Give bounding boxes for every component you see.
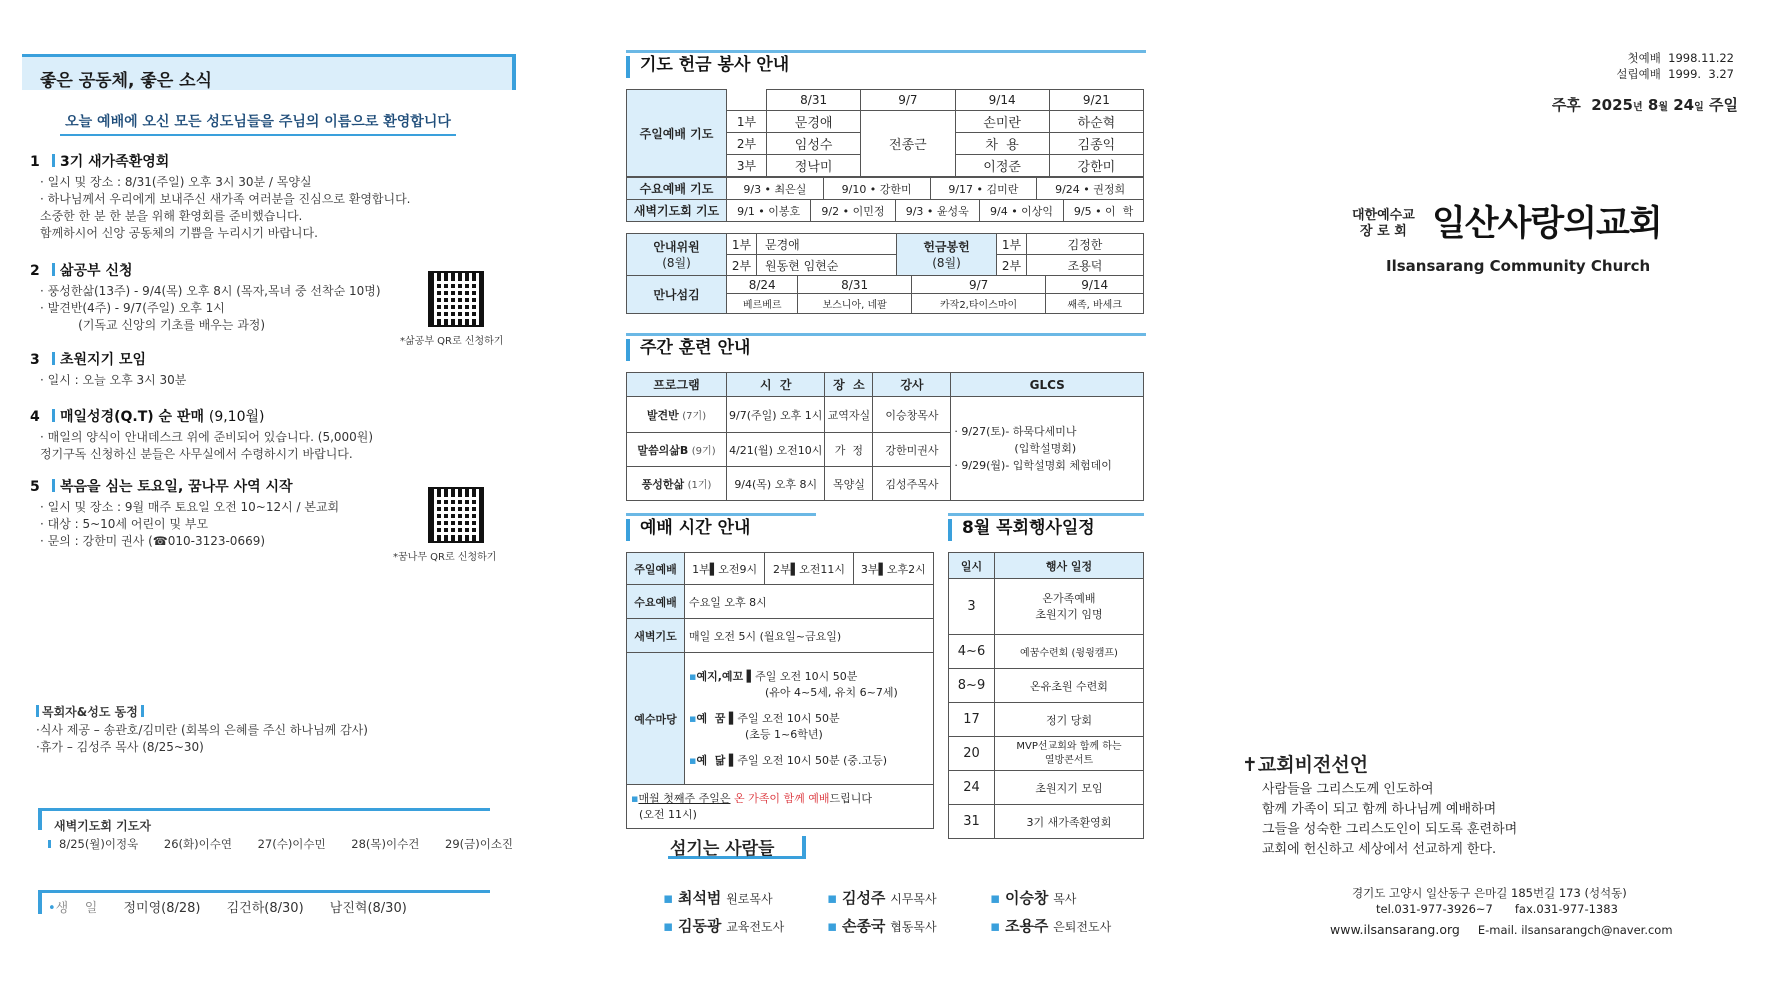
item-line: · 일시 및 장소 : 8/31(주일) 오후 3시 30분 / 목양실 <box>40 175 312 189</box>
dawn-cell: 9/5 • 이 학 <box>1064 200 1144 222</box>
training-time: 9/4(목) 오후 8시 <box>727 467 825 501</box>
birthday-list: •생 일 정미영(8/28) 김건하(8/30) 남진혁(8/30) <box>48 901 407 916</box>
name-cell: 김종익 <box>1049 133 1143 155</box>
program-name: 발견반 <box>646 408 679 422</box>
servant-name: 이승창 <box>1004 889 1049 907</box>
meal-date: 9/7 <box>911 276 1045 294</box>
jesus-name: 예 꿈 <box>696 711 726 725</box>
event-cell <box>995 737 1144 771</box>
training-program <box>627 397 727 433</box>
training-header: 장 소 <box>825 373 873 397</box>
item-bar <box>52 409 55 422</box>
jesus-sub: (유아 4~5세, 유치 6~7세) <box>765 685 898 699</box>
training-table <box>626 372 1144 501</box>
worship-time: 매일 오전 5시 (월요일~금요일) <box>685 619 934 653</box>
servants-title: 섬기는 사람들 <box>670 839 775 859</box>
part-cell: 1부 <box>727 234 757 255</box>
vision-line: 사람들을 그리스도께 인도하여 <box>1262 782 1434 797</box>
events-table <box>948 552 1144 839</box>
program-name: 풍성한삶 <box>641 477 685 491</box>
name-cell: 전종근 <box>861 111 955 177</box>
usher-name: 원동현 임현순 <box>757 255 897 276</box>
item-title: 초원지기 모임 <box>60 352 147 368</box>
name-cell: 이정준 <box>955 155 1049 177</box>
event-name: 초원지기 임명 <box>1035 607 1103 621</box>
wed-prayer-cell: 9/3 • 최은실 <box>727 178 824 200</box>
usher-label-text: 안내위원 <box>653 239 700 254</box>
tel: tel.031-977-3926~7 <box>1376 902 1493 916</box>
servant-name: 김성주 <box>841 889 886 907</box>
item-number: 5 <box>30 479 40 495</box>
servant-entry: ▪ 김동광 교육전도사 <box>663 917 785 935</box>
training-place: 가 정 <box>825 433 873 467</box>
jesus-madang-cell: ▪예지,예꼬 ▌주일 오전 10시 50분 (유아 4~5세, 유치 6~7세) ▪예 꿈 ▌주일 오전 10시 50분 (초등 1~6학년) ▪예 닮 ▌주일 오전 10시 50분 (중.고등) <box>685 653 934 785</box>
date-suffix: 주일 <box>1703 96 1738 114</box>
events-header: 행사 일정 <box>995 553 1144 579</box>
worship-label: 예수마당 <box>627 653 685 785</box>
training-time: 9/7(주일) 오후 1시 <box>727 397 825 433</box>
item-line: · 풍성한삶(13주) - 9/4(목) 오후 8시 (목자,목녀 중 선착순 10명) <box>40 284 381 298</box>
event-name: 예꿈수련회 (윙윙캠프) <box>995 635 1144 669</box>
part-cell: 1부 <box>997 234 1027 255</box>
training-header: 프로그램 <box>627 373 727 397</box>
program-sub: (7기) <box>682 410 707 422</box>
dawn-prayer-table <box>626 199 1144 222</box>
worship-label: 수요예배 <box>627 585 685 619</box>
dawn-prayer-entry: 27(수)이수민 <box>257 837 326 851</box>
note-text: 매월 첫째주 주일은 <box>638 791 731 805</box>
training-place: 목양실 <box>825 467 873 501</box>
offer-name: 김정한 <box>1027 234 1144 255</box>
offer-label-sub: (8월) <box>932 255 961 270</box>
item-line: · 매일의 양식이 안내데스크 위에 준비되어 있습니다. (5,000원) <box>40 430 374 444</box>
servant-entry: ▪ 조용주 은퇴전도사 <box>990 917 1112 935</box>
meal-name: 베르베르 <box>727 294 798 314</box>
training-teacher: 김성주목사 <box>873 467 951 501</box>
email-link[interactable]: E-mail. ilsansarangch@naver.com <box>1477 923 1673 937</box>
item-bar <box>52 263 55 276</box>
news-item-1 <box>30 151 411 242</box>
name-cell: 강한미 <box>1049 155 1143 177</box>
dawn-prayer-list <box>48 836 513 853</box>
glcs-cell <box>951 397 1144 501</box>
servant-role: 목사 <box>1053 892 1077 906</box>
event-date: 31 <box>949 805 995 839</box>
event-name: 3기 새가족환영회 <box>995 805 1144 839</box>
part-cell: 2부 <box>997 255 1027 276</box>
date-unit: 일 <box>1694 102 1704 113</box>
offer-label-text: 헌금봉헌 <box>923 239 970 254</box>
birthday-entry: 남진혁(8/30) <box>329 901 407 916</box>
name-cell: 손미란 <box>955 111 1049 133</box>
servant-name: 손종국 <box>841 917 886 935</box>
welcome-message: 오늘 예배에 오신 모든 성도님들을 주님의 이름으로 환영합니다 <box>60 108 456 136</box>
item-line: · 대상 : 5~10세 어린이 및 부모 <box>40 517 209 531</box>
qr-caption: *꿈나무 QR로 신청하기 <box>393 552 497 563</box>
program-sub: (1기) <box>687 479 712 491</box>
date-month: 8 <box>1642 96 1659 114</box>
church-name-en: Ilsansarang Community Church <box>1386 257 1651 275</box>
item-line: · 일시 및 장소 : 9월 매주 토요일 오전 10~12시 / 본교회 <box>40 500 340 514</box>
item-number: 3 <box>30 352 40 368</box>
glcs-line: (입학설명회) <box>1014 442 1077 455</box>
item-line: · 일시 : 오늘 오후 3시 30분 <box>40 373 187 387</box>
servants-bar <box>802 836 806 859</box>
birthday-rule <box>38 890 490 893</box>
wed-prayer-cell: 9/10 • 강한미 <box>823 178 930 200</box>
meal-name: 보스니아, 네팔 <box>798 294 911 314</box>
item-line: 정기구독 신청하신 분들은 사무실에서 수령하시기 바랍니다. <box>40 447 353 461</box>
servant-entry: ▪ 손종국 협동목사 <box>827 917 937 935</box>
pastor-news <box>36 703 368 756</box>
training-header: GLCS <box>951 373 1144 397</box>
offering-title: 기도 헌금 봉사 안내 <box>640 55 790 75</box>
servant-entry: ▪ 김성주 시무목사 <box>827 889 937 907</box>
servant-entry: ▪ 최석범 원로목사 <box>663 889 773 907</box>
training-program <box>627 433 727 467</box>
servant-role: 원로목사 <box>726 892 773 906</box>
offering-heading <box>626 50 1146 80</box>
dawn-prayer-bar <box>38 808 42 830</box>
qr-caption: *삶공부 QR로 신청하기 <box>400 336 504 347</box>
birthday-entry: 김건하(8/30) <box>226 901 304 916</box>
meal-table <box>626 275 1144 314</box>
training-teacher: 이승창목사 <box>873 397 951 433</box>
dawn-prayer-entry: 26(화)이수연 <box>163 837 232 851</box>
servant-name: 최석범 <box>677 889 722 907</box>
dawn-prayer-entry: 28(목)이수건 <box>351 837 420 851</box>
birthday-entry: 정미영(8/28) <box>123 901 201 916</box>
event-name: 정기 당회 <box>995 703 1144 737</box>
training-header: 강사 <box>873 373 951 397</box>
dawn-cell: 9/2 • 이민정 <box>811 200 895 222</box>
training-place: 교역자실 <box>825 397 873 433</box>
event-date: 3 <box>949 579 995 635</box>
event-name: 온가족예배 <box>1042 591 1096 605</box>
item-line: (기독교 신앙의 기초를 배우는 과정) <box>40 318 266 332</box>
servant-role: 교육전도사 <box>726 920 785 934</box>
vision-line: 그들을 성숙한 그리스도인이 되도록 훈련하며 <box>1262 822 1518 837</box>
item-title: 3기 새가족환영회 <box>60 154 170 170</box>
note-text: (오전 11시) <box>639 807 697 821</box>
vision-title: ✝교회비전선언 <box>1242 754 1369 776</box>
item-title: 삶공부 신청 <box>60 263 133 279</box>
meal-name: 카작2,타이스마이 <box>911 294 1045 314</box>
worship-heading <box>626 513 816 543</box>
usher-label-sub: (8월) <box>662 255 691 270</box>
item-title-sub: (9,10월) <box>208 409 265 425</box>
item-line: · 발견반(4주) - 9/7(주일) 오후 1시 <box>40 301 225 315</box>
part-cell: 3부 <box>727 155 767 177</box>
glcs-line: · 9/29(월)- 입학설명회 체험데이 <box>954 459 1112 472</box>
dawn-cell: 9/4 • 이상익 <box>979 200 1063 222</box>
church-address: 경기도 고양시 일산동구 은마길 185번길 173 (성석동) <box>1352 886 1627 900</box>
event-name: 열방콘서트 <box>1044 754 1094 766</box>
event-name: MVP선교회와 함께 하는 <box>1016 740 1122 752</box>
part-cell: 2부 <box>727 255 757 276</box>
worship-label: 주일예배 <box>627 553 685 585</box>
worship-time: 1부▌오전9시 <box>685 553 765 585</box>
event-date: 20 <box>949 737 995 771</box>
event-date: 8~9 <box>949 669 995 703</box>
news-item-2 <box>30 260 381 334</box>
events-heading <box>948 513 1144 543</box>
church-name: 일산사랑의교회 <box>1432 204 1662 244</box>
servant-entry: ▪ 이승창 목사 <box>990 889 1077 907</box>
glcs-line: · 9/27(토)- 하묵다세미나 <box>954 425 1077 438</box>
jesus-time: ▌주일 오전 10시 50분 (중.고등) <box>728 753 888 767</box>
name-cell: 하순혁 <box>1049 111 1143 133</box>
name-cell: 정낙미 <box>767 155 861 177</box>
offer-name: 조용덕 <box>1027 255 1144 276</box>
meal-date: 8/31 <box>798 276 911 294</box>
wed-prayer-cell: 9/24 • 권정희 <box>1037 178 1144 200</box>
worship-table <box>626 552 934 829</box>
date-header: 8/31 <box>767 90 861 111</box>
pastor-news-title: 목회자&성도 동정 <box>42 705 138 719</box>
date-header: 9/7 <box>861 90 955 111</box>
usher-label <box>627 234 727 276</box>
wed-prayer-label: 수요예배 기도 <box>627 178 727 200</box>
item-title: 매일성경(Q.T) 순 판매 <box>60 409 204 425</box>
dawn-prayer-rule <box>38 808 490 811</box>
dawn-prayer-entry: 29(금)이소진 <box>445 837 514 851</box>
servant-role: 은퇴전도사 <box>1053 920 1112 934</box>
note-text: 드립니다 <box>829 791 872 805</box>
item-bar <box>52 154 55 167</box>
event-date: 17 <box>949 703 995 737</box>
program-name: 말씀의삶B <box>637 443 689 457</box>
name-cell: 문경애 <box>767 111 861 133</box>
events-header: 일시 <box>949 553 995 579</box>
denomination-line: 대한예수교 <box>1352 208 1415 223</box>
date-header: 9/21 <box>1049 90 1143 111</box>
servant-name: 조용주 <box>1004 917 1049 935</box>
event-date: 24 <box>949 771 995 805</box>
birthday-label: 생 일 <box>55 901 98 916</box>
pastor-news-line: ·식사 제공 – 송관호/김미란 (회복의 은혜를 주신 하나님께 감사) <box>36 723 368 737</box>
servant-name: 김동광 <box>677 917 722 935</box>
servant-role: 협동목사 <box>890 920 937 934</box>
event-name: 온유초원 수련회 <box>995 669 1144 703</box>
event-name: 초원지기 모임 <box>995 771 1144 805</box>
item-number: 4 <box>30 409 40 425</box>
dawn-label: 새벽기도회 기도 <box>627 200 727 222</box>
fax: fax.031-977-1383 <box>1514 902 1618 916</box>
training-program <box>627 467 727 501</box>
program-sub: (9기) <box>691 445 716 457</box>
item-line: 소중한 한 분 한 분을 위해 환영회를 준비했습니다. <box>40 209 303 223</box>
dawn-prayer-title: 새벽기도회 기도자 <box>54 819 151 833</box>
item-bar <box>52 352 55 365</box>
training-teacher: 강한미권사 <box>873 433 951 467</box>
date-unit: 월 <box>1658 102 1669 113</box>
meal-date: 9/14 <box>1046 276 1144 294</box>
news-banner <box>22 54 516 90</box>
jesus-time: ▌주일 오전 10시 50분 <box>728 711 840 725</box>
name-cell: 임성수 <box>767 133 861 155</box>
ushers-table <box>626 233 1144 276</box>
news-item-4 <box>30 406 373 463</box>
item-title: 복음을 심는 토요일, 꿈나무 사역 시작 <box>60 479 293 495</box>
meal-date: 8/24 <box>727 276 798 294</box>
item-line: · 문의 : 강한미 권사 (☎010-3123-0669) <box>40 534 266 548</box>
jesus-name: 예 닮 <box>696 753 726 767</box>
news-banner-title: 좋은 공동체, 좋은 소식 <box>40 71 213 91</box>
item-bar <box>52 479 55 492</box>
wed-prayer-cell: 9/17 • 김미란 <box>930 178 1037 200</box>
founded-date: 설립예배 1999. 3.27 <box>1616 67 1734 81</box>
vision-line: 교회에 헌신하고 세상에서 선교하게 한다. <box>1262 842 1497 857</box>
church-phone <box>1376 902 1618 916</box>
news-item-5 <box>30 476 339 550</box>
event-date: 4~6 <box>949 635 995 669</box>
worship-time: 3부▌오후2시 <box>853 553 933 585</box>
sunday-prayer-label: 주일예배 기도 <box>627 90 727 177</box>
events-title: 8월 목회행사일정 <box>962 518 1095 538</box>
qr-code-icon[interactable] <box>428 271 484 327</box>
first-worship: 첫예배 1998.11.22 <box>1627 51 1734 65</box>
vision-statement <box>1262 780 1517 860</box>
worship-note: ▪매월 첫째주 주일은 온 가족이 함께 예배드립니다 (오전 11시) <box>627 785 934 829</box>
servant-role: 시무목사 <box>890 892 937 906</box>
dawn-cell: 9/3 • 윤성욱 <box>895 200 979 222</box>
name-cell: 차 용 <box>955 133 1049 155</box>
date-day: 24 <box>1668 96 1695 114</box>
date-year: 주후 2025 <box>1551 96 1633 114</box>
item-line: · 하나님께서 우리에게 보내주신 새가족 여러분을 진심으로 환영합니다. <box>40 192 411 206</box>
training-time: 4/21(월) 오전10시 <box>727 433 825 467</box>
birthday-bar <box>38 890 42 914</box>
training-header: 시 간 <box>727 373 825 397</box>
dawn-cell: 9/1 • 이봉호 <box>727 200 811 222</box>
training-title: 주간 훈련 안내 <box>640 338 751 358</box>
worship-label: 새벽기도 <box>627 619 685 653</box>
bulletin-date <box>1552 94 1738 115</box>
qr-code-icon[interactable] <box>428 487 484 543</box>
church-contact <box>1330 922 1673 937</box>
part-cell: 1부 <box>727 111 767 133</box>
date-unit: 년 <box>1633 102 1643 113</box>
jesus-time: ▌주일 오전 10시 50분 <box>746 669 858 683</box>
jesus-name: 예지,예꼬 <box>696 669 744 683</box>
meal-label: 만나섬김 <box>627 276 727 314</box>
item-number: 2 <box>30 263 40 279</box>
denomination <box>1352 208 1415 240</box>
note-highlight: 온 가족이 함께 예배 <box>730 791 830 805</box>
training-heading <box>626 333 1146 363</box>
wed-prayer-table <box>626 177 1144 200</box>
worship-time: 수요일 오후 8시 <box>685 585 934 619</box>
event-cell <box>995 579 1144 635</box>
worship-time: 2부▌오전11시 <box>765 553 853 585</box>
news-item-3 <box>30 349 186 389</box>
part-cell: 2부 <box>727 133 767 155</box>
usher-name: 문경애 <box>757 234 897 255</box>
date-header: 9/14 <box>955 90 1049 111</box>
offering-table <box>626 89 1144 177</box>
offer-label <box>897 234 997 276</box>
website-link[interactable]: www.ilsansarang.org <box>1330 922 1460 937</box>
jesus-sub: (초등 1~6학년) <box>745 727 823 741</box>
dawn-prayer-entry: 8/25(월)이정욱 <box>59 837 139 851</box>
denomination-line: 장 로 회 <box>1360 224 1407 239</box>
item-line: 함께하시어 신앙 공동체의 기쁨을 누리시기 바랍니다. <box>40 226 318 240</box>
worship-title: 예배 시간 안내 <box>640 518 751 538</box>
meal-name: 쌔족, 바세크 <box>1046 294 1144 314</box>
vision-line: 함께 가족이 되고 함께 하나님께 예배하며 <box>1262 802 1497 817</box>
item-number: 1 <box>30 154 40 170</box>
pastor-news-line: ·휴가 – 김성주 목사 (8/25~30) <box>36 740 204 754</box>
